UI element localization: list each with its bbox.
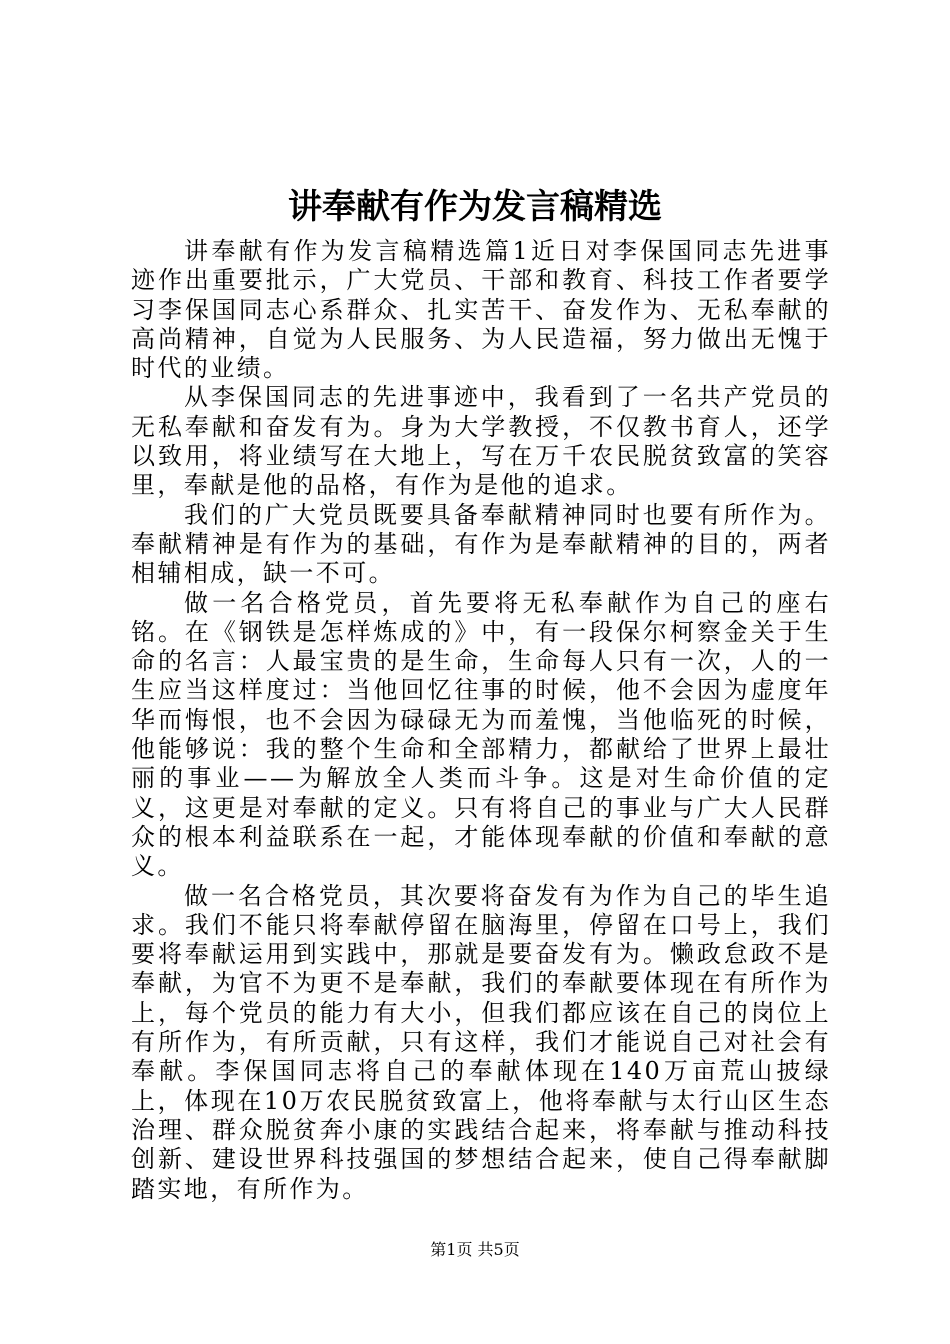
document-title: 讲奉献有作为发言稿精选 xyxy=(288,187,662,227)
paragraph: 做一名合格党员，首先要将无私奉献作为自己的座右铭。在《钢铁是怎样炼成的》中，有一段保尔柯察金关于生命的名言：人最宝贵的是生命，生命每人只有一次，人的一生应当这样度过：当他回忆往事的时候，他不会因为虚度年华而悔恨，也不会因为碌碌无为而羞愧，当他临死的时候，他能够说：我的整个生命和全部精力，都献给了世界上最壮丽的事业——为解放全人类而斗争。这是对生命价值的定义，这更是对奉献的定义。只有将自己的事业与广大人民群众的根本利益联系在一起，才能体现奉献的价值和奉献的意义。 xyxy=(131,588,831,881)
paragraph: 从李保国同志的先进事迹中，我看到了一名共产党员的无私奉献和奋发有为。身为大学教授，不仅教书育人，还学以致用，将业绩写在大地上，写在万千农民脱贫致富的笑容里，奉献是他的品格，有作为是他的追求。 xyxy=(131,383,831,500)
paragraph: 讲奉献有作为发言稿精选篇1近日对李保国同志先进事迹作出重要批示，广大党员、干部和教育、科技工作者要学习李保国同志心系群众、扎实苦干、奋发作为、无私奉献的高尚精神，自觉为人民服务、为人民造福，努力做出无愧于时代的业绩。 xyxy=(131,237,831,383)
document-body xyxy=(131,237,831,1204)
page-footer: 第1页 共5页 xyxy=(430,1240,520,1259)
paragraph: 做一名合格党员，其次要将奋发有为作为自己的毕生追求。我们不能只将奉献停留在脑海里，停留在口号上，我们要将奉献运用到实践中，那就是要奋发有为。懒政怠政不是奉献，为官不为更不是奉献，我们的奉献要体现在有所作为上，每个党员的能力有大小，但我们都应该在自己的岗位上有所作为，有所贡献，只有这样，我们才能说自己对社会有奉献。李保国同志将自己的奉献体现在140万亩荒山披绿上，体现在10万农民脱贫致富上，他将奉献与太行山区生态治理、群众脱贫奔小康的实践结合起来，将奉献与推动科技创新、建设世界科技强国的梦想结合起来，使自己得奉献脚踏实地，有所作为。 xyxy=(131,881,831,1203)
paragraph: 我们的广大党员既要具备奉献精神同时也要有所作为。奉献精神是有作为的基础，有作为是奉献精神的目的，两者相辅相成，缺一不可。 xyxy=(131,500,831,588)
